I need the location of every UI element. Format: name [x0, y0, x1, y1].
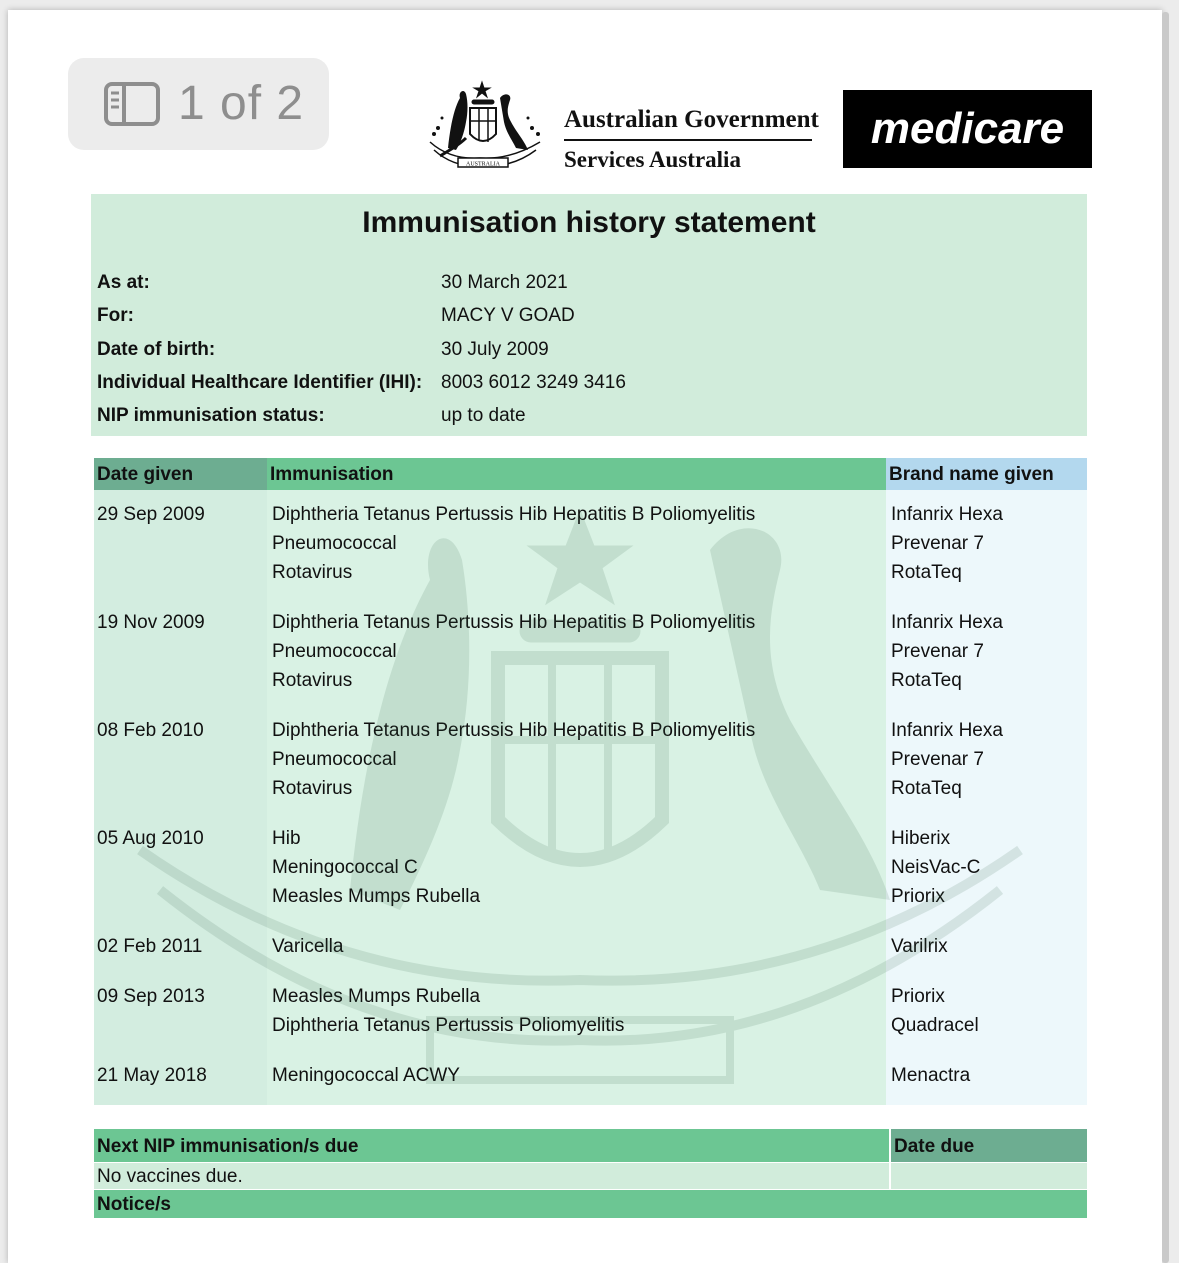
brand-name-cell: NeisVac-C — [891, 857, 981, 878]
statement-title: Immunisation history statement — [362, 206, 816, 239]
brand-name-cell: RotaTeq — [891, 670, 962, 691]
date-given-cell: 05 Aug 2010 — [97, 828, 204, 849]
brand-name-cell: Infanrix Hexa — [891, 612, 1003, 633]
medicare-logo — [843, 90, 1092, 168]
immunisation-cell: Diphtheria Tetanus Pertussis Hib Hepatitis B Poliomyelitis — [272, 612, 756, 633]
next-due-header-label: Next NIP immunisation/s due — [94, 1129, 889, 1162]
date-given-cell: 02 Feb 2011 — [97, 936, 203, 957]
immunisation-cell: Diphtheria Tetanus Pertussis Hib Hepatitis B Poliomyelitis — [272, 504, 756, 525]
gov-title: Australian Government — [564, 106, 819, 133]
immunisation-cell: Rotavirus — [272, 778, 353, 799]
date-given-cell: 08 Feb 2010 — [97, 720, 204, 741]
next-due-header — [94, 1129, 1087, 1162]
medicare-wordmark: medicare — [870, 104, 1065, 153]
immunisation-cell: Measles Mumps Rubella — [272, 986, 481, 1007]
brand-name-cell: Varilrix — [891, 936, 948, 957]
info-value: MACY V GOAD — [441, 305, 575, 326]
immunisation-cell: Pneumococcal — [272, 641, 397, 662]
scrollbar[interactable] — [1162, 12, 1169, 1263]
page-count-text: 1 of 2 — [178, 77, 305, 130]
date-due-header-label: Date due — [891, 1129, 1087, 1162]
brand-name-cell: RotaTeq — [891, 778, 962, 799]
immunisation-cell: Pneumococcal — [272, 533, 397, 554]
immunisation-cell: Diphtheria Tetanus Pertussis Hib Hepatitis B Poliomyelitis — [272, 720, 756, 741]
info-label: NIP immunisation status: — [97, 405, 325, 426]
brand-name-cell: Prevenar 7 — [891, 641, 984, 662]
brand-name-cell: Priorix — [891, 886, 945, 907]
notices-header: Notice/s — [94, 1190, 1087, 1218]
info-value: up to date — [441, 405, 526, 426]
gov-divider — [564, 139, 812, 141]
immunisation-cell: Measles Mumps Rubella — [272, 886, 481, 907]
sidebar-panel-icon — [104, 82, 160, 126]
brand-name-cell: RotaTeq — [891, 562, 962, 583]
history-table — [94, 458, 1087, 1105]
info-label: As at: — [97, 272, 150, 293]
brand-name-cell: Infanrix Hexa — [891, 504, 1003, 525]
header-immunisation: Immunisation — [267, 458, 886, 490]
next-due-row — [94, 1163, 1087, 1189]
statement-header — [91, 194, 1087, 436]
info-value: 30 July 2009 — [441, 339, 549, 360]
brand-name-cell: Priorix — [891, 986, 945, 1007]
immunisation-cell: Varicella — [272, 936, 344, 957]
brand-name-cell: Prevenar 7 — [891, 749, 984, 770]
immunisation-cell: Meningococcal C — [272, 857, 418, 878]
brand-name-cell: Menactra — [891, 1065, 971, 1086]
immunisation-cell: Rotavirus — [272, 670, 353, 691]
brand-name-cell: Infanrix Hexa — [891, 720, 1003, 741]
crest-banner-text: AUSTRALIA — [466, 161, 500, 168]
date-given-cell: 19 Nov 2009 — [97, 612, 205, 633]
next-due-text: No vaccines due. — [97, 1166, 243, 1187]
column-divider — [889, 1163, 891, 1189]
info-label: For: — [97, 305, 134, 326]
immunisation-cell: Pneumococcal — [272, 749, 397, 770]
brand-name-cell: Quadracel — [891, 1015, 979, 1036]
immunisation-cell: Hib — [272, 828, 301, 849]
header-brand-name: Brand name given — [886, 458, 1087, 490]
info-value: 30 March 2021 — [441, 272, 568, 293]
date-given-cell: 21 May 2018 — [97, 1065, 207, 1086]
date-given-cell: 29 Sep 2009 — [97, 504, 205, 525]
coat-of-arms-icon — [420, 78, 560, 178]
immunisation-cell: Meningococcal ACWY — [272, 1065, 460, 1086]
date-given-cell: 09 Sep 2013 — [97, 986, 205, 1007]
brand-name-cell: Prevenar 7 — [891, 533, 984, 554]
info-value: 8003 6012 3249 3416 — [441, 372, 626, 393]
brand-name-cell: Hiberix — [891, 828, 951, 849]
immunisation-cell: Rotavirus — [272, 562, 353, 583]
header-date-given: Date given — [94, 458, 267, 490]
agency-name: Services Australia — [564, 147, 741, 172]
info-label: Individual Healthcare Identifier (IHI): — [97, 372, 423, 393]
immunisation-cell: Diphtheria Tetanus Pertussis Poliomyelitis — [272, 1015, 625, 1036]
info-label: Date of birth: — [97, 339, 216, 360]
page-indicator[interactable] — [68, 58, 329, 150]
